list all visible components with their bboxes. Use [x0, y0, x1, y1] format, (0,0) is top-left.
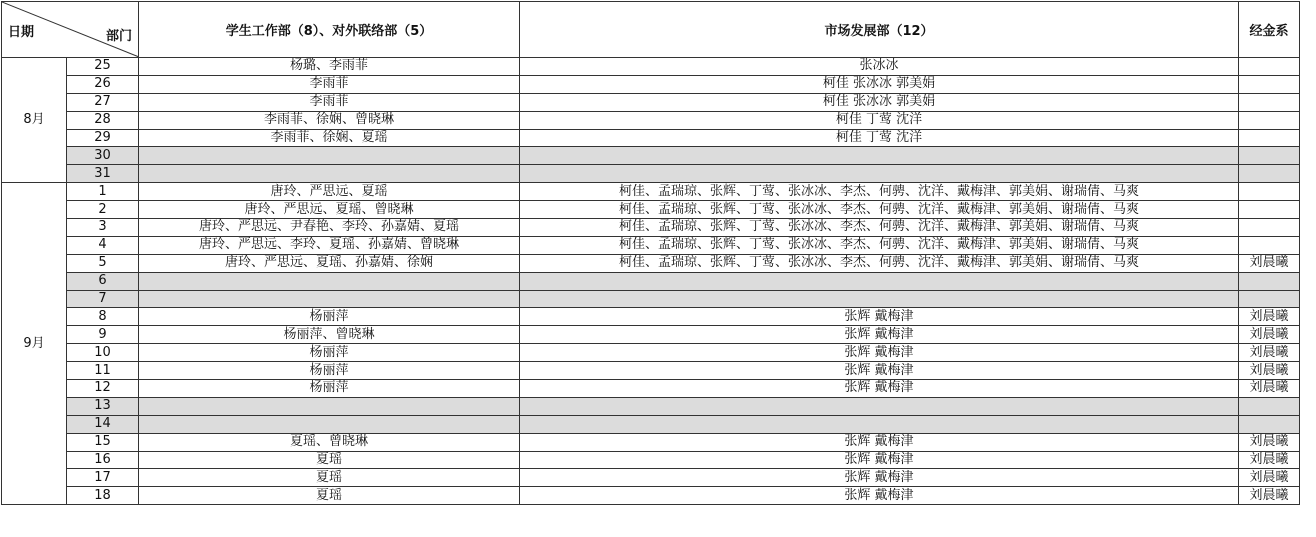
market-dept-cell: 柯佳、孟瑞琼、张辉、丁莺、张冰冰、李杰、何骋、沈洋、戴梅津、郭美娟、谢瑞倩、马爽: [520, 201, 1239, 219]
market-dept-cell: 柯佳 丁莺 沈洋: [520, 129, 1239, 147]
table-row: [2, 415, 1300, 433]
month-label: 8月: [2, 58, 67, 183]
student-dept-cell: 李雨菲、徐娴、曾晓琳: [139, 111, 520, 129]
day-cell: 6: [67, 272, 139, 290]
market-dept-cell: 柯佳、孟瑞琼、张辉、丁莺、张冰冰、李杰、何骋、沈洋、戴梅津、郭美娟、谢瑞倩、马爽: [520, 219, 1239, 237]
table-row: [2, 93, 1300, 111]
date-header-label: 日期: [8, 25, 35, 40]
table-row: [2, 272, 1300, 290]
day-cell: 29: [67, 129, 139, 147]
student-dept-cell: 夏瑶: [139, 451, 520, 469]
market-dept-cell: 张辉 戴梅津: [520, 380, 1239, 398]
market-dept-cell: 张辉 戴梅津: [520, 451, 1239, 469]
market-dept-header: 市场发展部（12）: [520, 2, 1239, 58]
student-dept-cell: [139, 272, 520, 290]
table-row: [2, 362, 1300, 380]
day-cell: 1: [67, 183, 139, 201]
student-dept-cell: 李雨菲、徐娴、夏瑶: [139, 129, 520, 147]
day-cell: 14: [67, 415, 139, 433]
day-cell: 2: [67, 201, 139, 219]
market-dept-cell: 张辉 戴梅津: [520, 344, 1239, 362]
student-dept-cell: 唐玲、严思远、夏瑶、孙嘉婧、徐娴: [139, 254, 520, 272]
market-dept-cell: 柯佳 张冰冰 郭美娟: [520, 93, 1239, 111]
day-cell: 30: [67, 147, 139, 165]
student-dept-cell: 唐玲、严思远、夏瑶、曾晓琳: [139, 201, 520, 219]
table-row: [2, 433, 1300, 451]
day-cell: 12: [67, 380, 139, 398]
day-cell: 9: [67, 326, 139, 344]
table-row: [2, 147, 1300, 165]
econ-dept-cell: [1239, 93, 1300, 111]
econ-dept-cell: [1239, 75, 1300, 93]
student-dept-cell: [139, 415, 520, 433]
student-dept-cell: 夏瑶、曾晓琳: [139, 433, 520, 451]
student-dept-cell: 杨丽萍: [139, 308, 520, 326]
student-dept-cell: [139, 290, 520, 308]
student-dept-cell: 杨丽萍: [139, 380, 520, 398]
market-dept-cell: 张冰冰: [520, 58, 1239, 76]
market-dept-cell: [520, 147, 1239, 165]
day-cell: 26: [67, 75, 139, 93]
econ-dept-cell: [1239, 272, 1300, 290]
schedule-body: [2, 58, 1300, 505]
student-dept-cell: 李雨菲: [139, 75, 520, 93]
student-dept-cell: 唐玲、严思远、夏瑶: [139, 183, 520, 201]
market-dept-cell: [520, 397, 1239, 415]
econ-dept-cell: [1239, 290, 1300, 308]
table-row: [2, 469, 1300, 487]
corner-header-cell: [2, 2, 139, 58]
table-row: [2, 165, 1300, 183]
day-cell: 31: [67, 165, 139, 183]
table-row: [2, 201, 1300, 219]
table-row: [2, 344, 1300, 362]
econ-dept-cell: [1239, 111, 1300, 129]
month-label: 9月: [2, 183, 67, 505]
day-cell: 10: [67, 344, 139, 362]
econ-dept-cell: [1239, 129, 1300, 147]
table-row: [2, 75, 1300, 93]
day-cell: 13: [67, 397, 139, 415]
market-dept-cell: 柯佳、孟瑞琼、张辉、丁莺、张冰冰、李杰、何骋、沈洋、戴梅津、郭美娟、谢瑞倩、马爽: [520, 183, 1239, 201]
econ-dept-cell: 刘晨曦: [1239, 344, 1300, 362]
day-cell: 27: [67, 93, 139, 111]
econ-dept-cell: 刘晨曦: [1239, 451, 1300, 469]
day-cell: 15: [67, 433, 139, 451]
table-row: [2, 380, 1300, 398]
day-cell: 4: [67, 236, 139, 254]
day-cell: 3: [67, 219, 139, 237]
student-dept-cell: 杨璐、李雨菲: [139, 58, 520, 76]
econ-dept-cell: [1239, 147, 1300, 165]
table-row: [2, 254, 1300, 272]
market-dept-cell: [520, 272, 1239, 290]
table-row: [2, 487, 1300, 505]
market-dept-cell: 张辉 戴梅津: [520, 469, 1239, 487]
econ-dept-cell: 刘晨曦: [1239, 380, 1300, 398]
econ-dept-cell: [1239, 201, 1300, 219]
day-cell: 5: [67, 254, 139, 272]
table-row: [2, 58, 1300, 76]
student-dept-cell: [139, 147, 520, 165]
econ-dept-cell: [1239, 415, 1300, 433]
table-row: [2, 111, 1300, 129]
econ-dept-cell: 刘晨曦: [1239, 433, 1300, 451]
student-dept-cell: 唐玲、严思远、尹春艳、李玲、孙嘉婧、夏瑶: [139, 219, 520, 237]
econ-dept-cell: 刘晨曦: [1239, 362, 1300, 380]
market-dept-cell: 张辉 戴梅津: [520, 308, 1239, 326]
student-dept-cell: [139, 165, 520, 183]
market-dept-cell: [520, 290, 1239, 308]
econ-dept-cell: 刘晨曦: [1239, 254, 1300, 272]
econ-dept-cell: 刘晨曦: [1239, 326, 1300, 344]
table-row: [2, 308, 1300, 326]
day-cell: 25: [67, 58, 139, 76]
market-dept-cell: 柯佳 丁莺 沈洋: [520, 111, 1239, 129]
table-row: [2, 397, 1300, 415]
econ-dept-header: 经金系: [1239, 2, 1300, 58]
student-dept-cell: 杨丽萍: [139, 362, 520, 380]
market-dept-cell: 张辉 戴梅津: [520, 326, 1239, 344]
dept-header-label: 部门: [105, 29, 132, 44]
market-dept-cell: 张辉 戴梅津: [520, 433, 1239, 451]
market-dept-cell: 柯佳、孟瑞琼、张辉、丁莺、张冰冰、李杰、何骋、沈洋、戴梅津、郭美娟、谢瑞倩、马爽: [520, 254, 1239, 272]
market-dept-cell: 张辉 戴梅津: [520, 362, 1239, 380]
market-dept-cell: [520, 165, 1239, 183]
table-row: [2, 290, 1300, 308]
student-dept-cell: [139, 397, 520, 415]
market-dept-cell: 张辉 戴梅津: [520, 487, 1239, 505]
table-row: [2, 183, 1300, 201]
student-dept-cell: 杨丽萍: [139, 344, 520, 362]
day-cell: 7: [67, 290, 139, 308]
day-cell: 16: [67, 451, 139, 469]
econ-dept-cell: 刘晨曦: [1239, 469, 1300, 487]
day-cell: 18: [67, 487, 139, 505]
econ-dept-cell: [1239, 397, 1300, 415]
econ-dept-cell: 刘晨曦: [1239, 308, 1300, 326]
day-cell: 17: [67, 469, 139, 487]
econ-dept-cell: [1239, 183, 1300, 201]
table-row: [2, 326, 1300, 344]
econ-dept-cell: 刘晨曦: [1239, 487, 1300, 505]
table-row: [2, 236, 1300, 254]
market-dept-cell: 柯佳、孟瑞琼、张辉、丁莺、张冰冰、李杰、何骋、沈洋、戴梅津、郭美娟、谢瑞倩、马爽: [520, 236, 1239, 254]
table-row: [2, 451, 1300, 469]
market-dept-cell: 柯佳 张冰冰 郭美娟: [520, 75, 1239, 93]
day-cell: 28: [67, 111, 139, 129]
day-cell: 11: [67, 362, 139, 380]
econ-dept-cell: [1239, 236, 1300, 254]
econ-dept-cell: [1239, 58, 1300, 76]
market-dept-cell: [520, 415, 1239, 433]
econ-dept-cell: [1239, 165, 1300, 183]
student-dept-cell: 夏瑶: [139, 487, 520, 505]
student-dept-cell: 夏瑶: [139, 469, 520, 487]
day-cell: 8: [67, 308, 139, 326]
duty-schedule-table: [1, 1, 1300, 505]
table-row: [2, 129, 1300, 147]
table-row: [2, 219, 1300, 237]
student-dept-cell: 杨丽萍、曾晓琳: [139, 326, 520, 344]
student-dept-cell: 唐玲、严思远、李玲、夏瑶、孙嘉婧、曾晓琳: [139, 236, 520, 254]
header-row: [2, 2, 1300, 58]
student-dept-header: 学生工作部（8）、对外联络部（5）: [139, 2, 520, 58]
econ-dept-cell: [1239, 219, 1300, 237]
student-dept-cell: 李雨菲: [139, 93, 520, 111]
